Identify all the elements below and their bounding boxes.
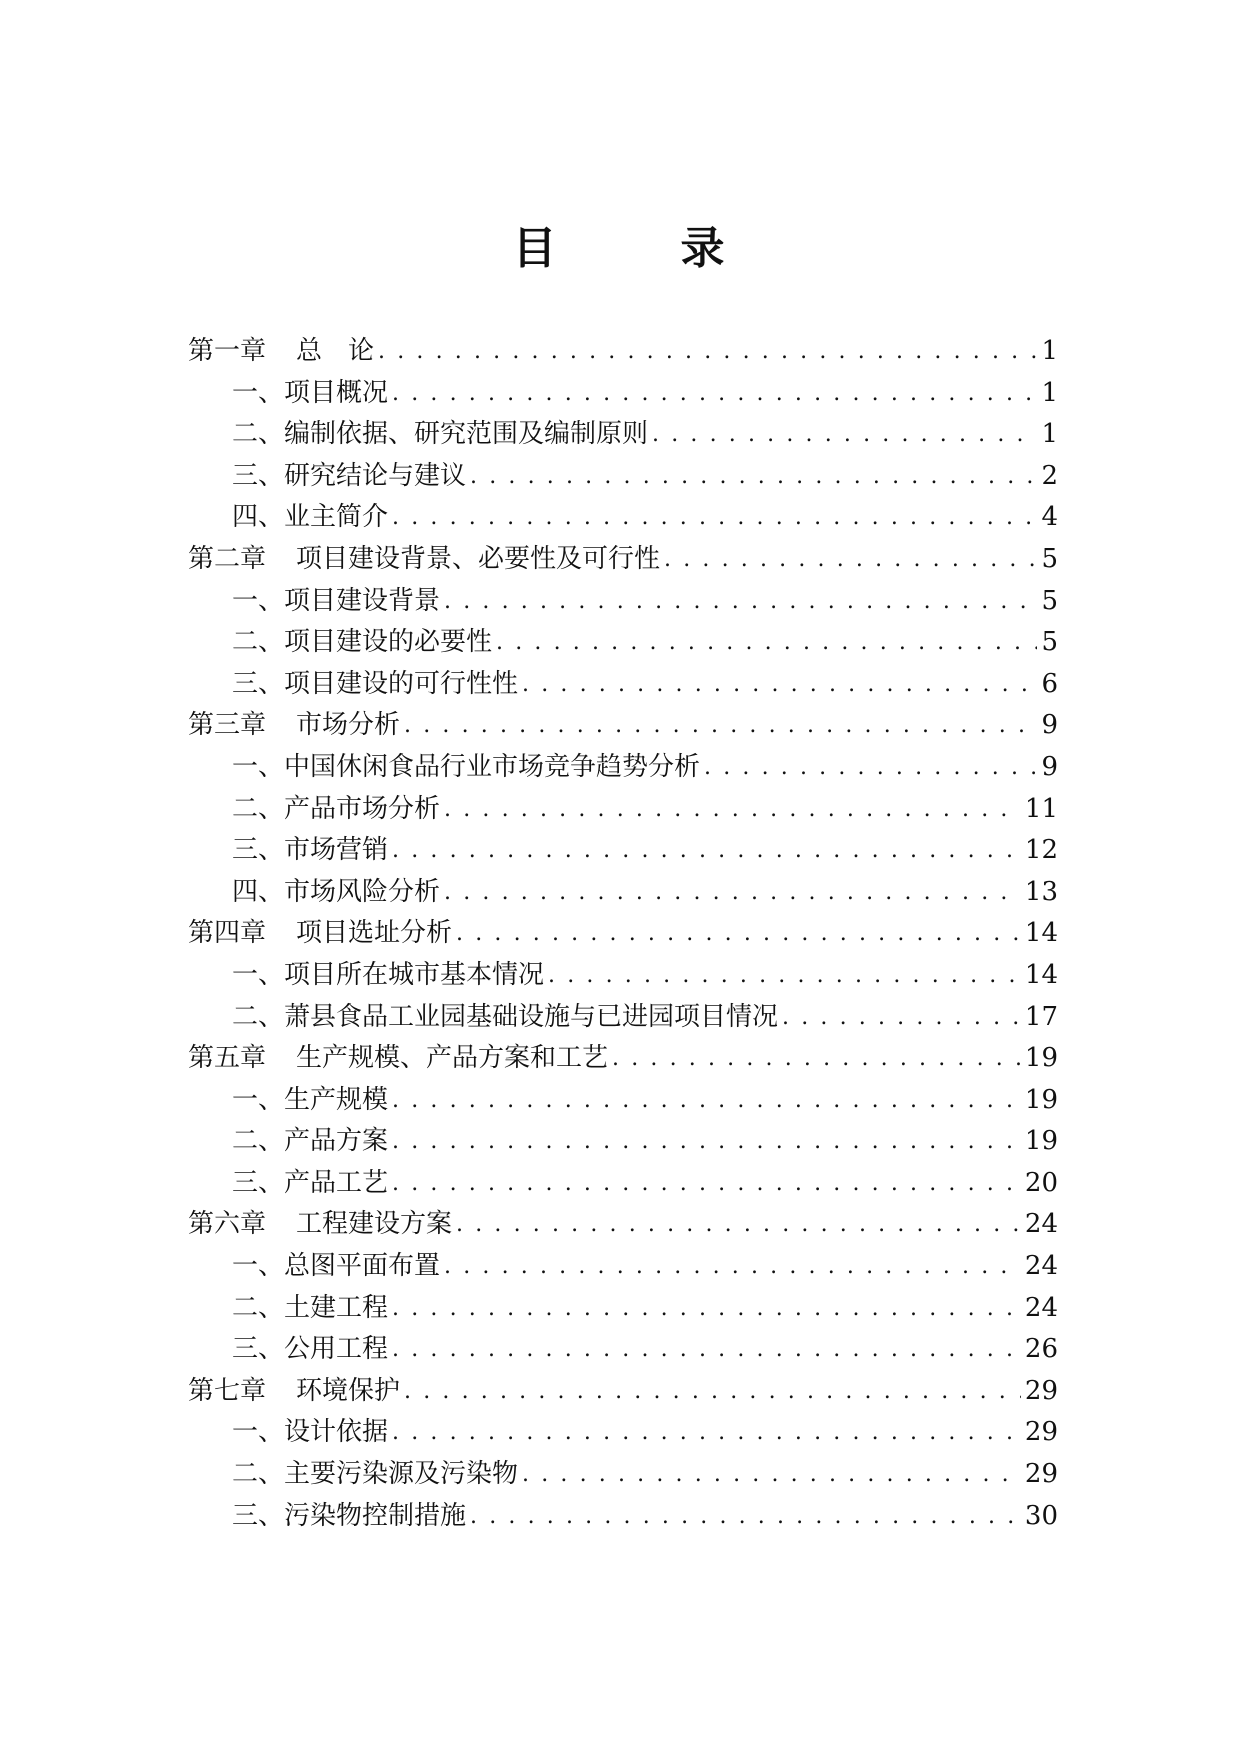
toc-chapter-entry[interactable] xyxy=(188,1371,1058,1413)
toc-dot-leader xyxy=(456,913,1021,955)
toc-entry-text: 二、土建工程 xyxy=(232,1292,389,1323)
toc-entry-label xyxy=(232,1496,466,1538)
toc-chapter-entry[interactable] xyxy=(188,331,1058,373)
toc-title xyxy=(0,212,1241,276)
toc-chapter-number: 第五章 xyxy=(188,1043,267,1074)
toc-entry-text: 一、项目所在城市基本情况 xyxy=(232,959,545,990)
toc-chapter-number: 第一章 xyxy=(188,336,267,366)
toc-page-number: 29 xyxy=(1024,1375,1058,1406)
toc-section-entry[interactable] xyxy=(188,497,1058,539)
toc-dot-leader xyxy=(392,373,1037,415)
toc-section-entry[interactable] xyxy=(188,872,1058,914)
toc-title-char-1: 目 xyxy=(512,223,561,274)
toc-dot-leader xyxy=(496,622,1037,664)
toc-entry-text: 一、项目建设背景 xyxy=(232,585,441,616)
toc-page-number: 1 xyxy=(1041,377,1058,408)
toc-entry-label xyxy=(188,705,400,747)
toc-entry-label xyxy=(232,1454,518,1496)
toc-dot-leader xyxy=(392,497,1037,539)
toc-dot-leader xyxy=(392,1329,1021,1371)
toc-entry-label xyxy=(232,997,778,1039)
toc-page-number: 24 xyxy=(1024,1251,1058,1282)
toc-page-number: 5 xyxy=(1041,543,1058,574)
toc-page-number: 19 xyxy=(1024,1043,1058,1074)
toc-chapter-entry[interactable] xyxy=(188,1038,1058,1080)
toc-section-entry[interactable] xyxy=(188,1163,1058,1205)
toc-entry-label xyxy=(232,1329,388,1371)
toc-chapter-number: 第三章 xyxy=(188,710,267,741)
toc-entry-label xyxy=(232,1080,388,1122)
toc-section-entry[interactable] xyxy=(188,456,1058,498)
toc-section-entry[interactable] xyxy=(188,997,1058,1039)
toc-page-number: 20 xyxy=(1024,1167,1058,1198)
toc-entry-label xyxy=(232,955,544,997)
toc-entry-label xyxy=(232,872,440,914)
toc-dot-leader xyxy=(444,872,1021,914)
toc-entry-text: 一、设计依据 xyxy=(232,1417,389,1448)
toc-section-entry[interactable] xyxy=(188,664,1058,706)
toc-dot-leader xyxy=(782,997,1021,1039)
toc-page-number: 29 xyxy=(1024,1459,1058,1490)
toc-entry-label xyxy=(232,664,518,706)
toc-chapter-entry[interactable] xyxy=(188,705,1058,747)
toc-entry-label xyxy=(188,1371,400,1413)
toc-section-entry[interactable] xyxy=(188,414,1058,456)
toc-entry-text: 二、项目建设的必要性 xyxy=(232,627,493,658)
toc-page-number: 13 xyxy=(1024,876,1058,907)
toc-page-number: 11 xyxy=(1024,793,1058,824)
toc-dot-leader xyxy=(612,1038,1021,1080)
toc-page-number: 26 xyxy=(1024,1334,1058,1365)
toc-entry-text: 项目建设背景、必要性及可行性 xyxy=(296,543,661,574)
toc-entry-text: 市场分析 xyxy=(296,710,401,741)
toc-entry-text: 二、产品方案 xyxy=(232,1126,389,1157)
toc-page-number: 5 xyxy=(1041,627,1058,658)
toc-dot-leader xyxy=(548,955,1021,997)
toc-entry-text: 项目选址分析 xyxy=(296,918,453,949)
toc-page-number: 19 xyxy=(1024,1126,1058,1157)
toc-entry-label xyxy=(232,622,492,664)
toc-title-char-2: 录 xyxy=(680,223,729,274)
toc-page-number: 24 xyxy=(1024,1292,1058,1323)
toc-entry-text: 三、公用工程 xyxy=(232,1334,389,1365)
toc-page-number: 30 xyxy=(1024,1500,1058,1531)
toc-entry-label xyxy=(232,747,700,789)
toc-entry-label xyxy=(232,1121,388,1163)
toc-entry-text: 二、产品市场分析 xyxy=(232,793,441,824)
toc-entry-label xyxy=(232,1163,388,1205)
toc-dot-leader xyxy=(444,1246,1021,1288)
toc-page-number: 24 xyxy=(1024,1209,1058,1240)
toc-entry-text: 四、业主简介 xyxy=(232,502,389,533)
toc-dot-leader xyxy=(392,1163,1021,1205)
toc-section-entry[interactable] xyxy=(188,1454,1058,1496)
toc-dot-leader xyxy=(404,705,1037,747)
toc-entry-label xyxy=(232,581,440,623)
toc-entry-label xyxy=(232,373,388,415)
toc-entry-text: 一、总图平面布置 xyxy=(232,1251,441,1282)
toc-chapter-entry[interactable] xyxy=(188,913,1058,955)
toc-section-entry[interactable] xyxy=(188,1246,1058,1288)
toc-page-number: 2 xyxy=(1041,460,1058,491)
toc-dot-leader xyxy=(456,1204,1021,1246)
toc-dot-leader xyxy=(392,1121,1021,1163)
toc-page-number: 17 xyxy=(1024,1001,1058,1032)
toc-dot-leader xyxy=(664,539,1037,581)
toc-entry-text: 总 论 xyxy=(296,336,375,366)
toc-chapter-entry[interactable] xyxy=(188,539,1058,581)
toc-section-entry[interactable] xyxy=(188,1496,1058,1538)
toc-entry-text: 二、主要污染源及污染物 xyxy=(232,1459,519,1490)
toc-entry-label xyxy=(188,1038,608,1080)
toc-page-number: 6 xyxy=(1041,668,1058,699)
toc-dot-leader xyxy=(522,1454,1021,1496)
toc-entry-text: 二、萧县食品工业园基础设施与已进园项目情况 xyxy=(232,1001,779,1032)
toc-chapter-number: 第七章 xyxy=(188,1375,267,1406)
toc-entry-label xyxy=(188,913,452,955)
toc-entry-label xyxy=(188,539,660,581)
toc-entry-label xyxy=(188,1204,452,1246)
toc-page-number: 12 xyxy=(1024,835,1058,866)
toc-chapter-number: 第二章 xyxy=(188,543,267,574)
toc-entry-text: 工程建设方案 xyxy=(296,1209,453,1240)
toc-entry-text: 二、编制依据、研究范围及编制原则 xyxy=(232,419,649,450)
toc-page-number: 19 xyxy=(1024,1084,1058,1115)
toc-page-number: 9 xyxy=(1041,751,1058,782)
toc-page-number: 4 xyxy=(1041,502,1058,533)
toc-page-number: 9 xyxy=(1041,710,1058,741)
toc-page-number: 1 xyxy=(1041,419,1058,450)
toc-entry-text: 一、生产规模 xyxy=(232,1084,389,1115)
toc-section-entry[interactable] xyxy=(188,830,1058,872)
toc-section-entry[interactable] xyxy=(188,1080,1058,1122)
toc-entry-label xyxy=(232,497,388,539)
toc-entry-text: 三、研究结论与建议 xyxy=(232,460,467,491)
toc-page-number: 1 xyxy=(1041,336,1058,366)
toc-page-number: 14 xyxy=(1024,918,1058,949)
toc-page-number: 14 xyxy=(1024,959,1058,990)
toc-dot-leader xyxy=(704,747,1037,789)
toc-dot-leader xyxy=(522,664,1037,706)
toc-chapter-entry[interactable] xyxy=(188,1204,1058,1246)
toc-dot-leader xyxy=(392,1080,1021,1122)
toc-dot-leader xyxy=(470,1496,1021,1538)
toc-page-number: 5 xyxy=(1041,585,1058,616)
toc-entry-text: 三、市场营销 xyxy=(232,835,389,866)
toc-entry-label xyxy=(232,456,466,498)
toc-entry-label xyxy=(232,1246,440,1288)
toc-entry-text: 三、污染物控制措施 xyxy=(232,1500,467,1531)
toc-section-entry[interactable] xyxy=(188,373,1058,415)
toc-entry-label xyxy=(232,830,388,872)
toc-entry-label xyxy=(188,331,374,373)
toc-dot-leader xyxy=(470,456,1037,498)
toc-entry-label xyxy=(232,1288,388,1330)
toc-entry-text: 环境保护 xyxy=(296,1375,401,1406)
toc-dot-leader xyxy=(392,830,1021,872)
toc-chapter-number: 第四章 xyxy=(188,918,267,949)
toc-entry-label xyxy=(232,1412,388,1454)
toc-entry-text: 三、项目建设的可行性性 xyxy=(232,668,519,699)
toc-entry-text: 生产规模、产品方案和工艺 xyxy=(296,1043,609,1074)
toc-section-entry[interactable] xyxy=(188,747,1058,789)
toc-entry-label xyxy=(232,789,440,831)
toc-entry-text: 一、中国休闲食品行业市场竞争趋势分析 xyxy=(232,751,701,782)
table-of-contents xyxy=(188,331,1058,1537)
toc-dot-leader xyxy=(392,1288,1021,1330)
toc-dot-leader xyxy=(652,414,1037,456)
toc-entry-text: 一、项目概况 xyxy=(232,377,389,408)
toc-section-entry[interactable] xyxy=(188,1412,1058,1454)
toc-dot-leader xyxy=(444,789,1021,831)
toc-section-entry[interactable] xyxy=(188,1288,1058,1330)
toc-dot-leader xyxy=(444,581,1037,623)
toc-section-entry[interactable] xyxy=(188,955,1058,997)
toc-section-entry[interactable] xyxy=(188,1329,1058,1371)
toc-dot-leader xyxy=(378,331,1037,373)
toc-section-entry[interactable] xyxy=(188,789,1058,831)
toc-entry-text: 四、市场风险分析 xyxy=(232,876,441,907)
toc-section-entry[interactable] xyxy=(188,622,1058,664)
toc-section-entry[interactable] xyxy=(188,1121,1058,1163)
toc-dot-leader xyxy=(404,1371,1021,1413)
toc-entry-text: 三、产品工艺 xyxy=(232,1167,389,1198)
toc-section-entry[interactable] xyxy=(188,581,1058,623)
toc-page-number: 29 xyxy=(1024,1417,1058,1448)
toc-chapter-number: 第六章 xyxy=(188,1209,267,1240)
toc-dot-leader xyxy=(392,1412,1021,1454)
toc-entry-label xyxy=(232,414,648,456)
